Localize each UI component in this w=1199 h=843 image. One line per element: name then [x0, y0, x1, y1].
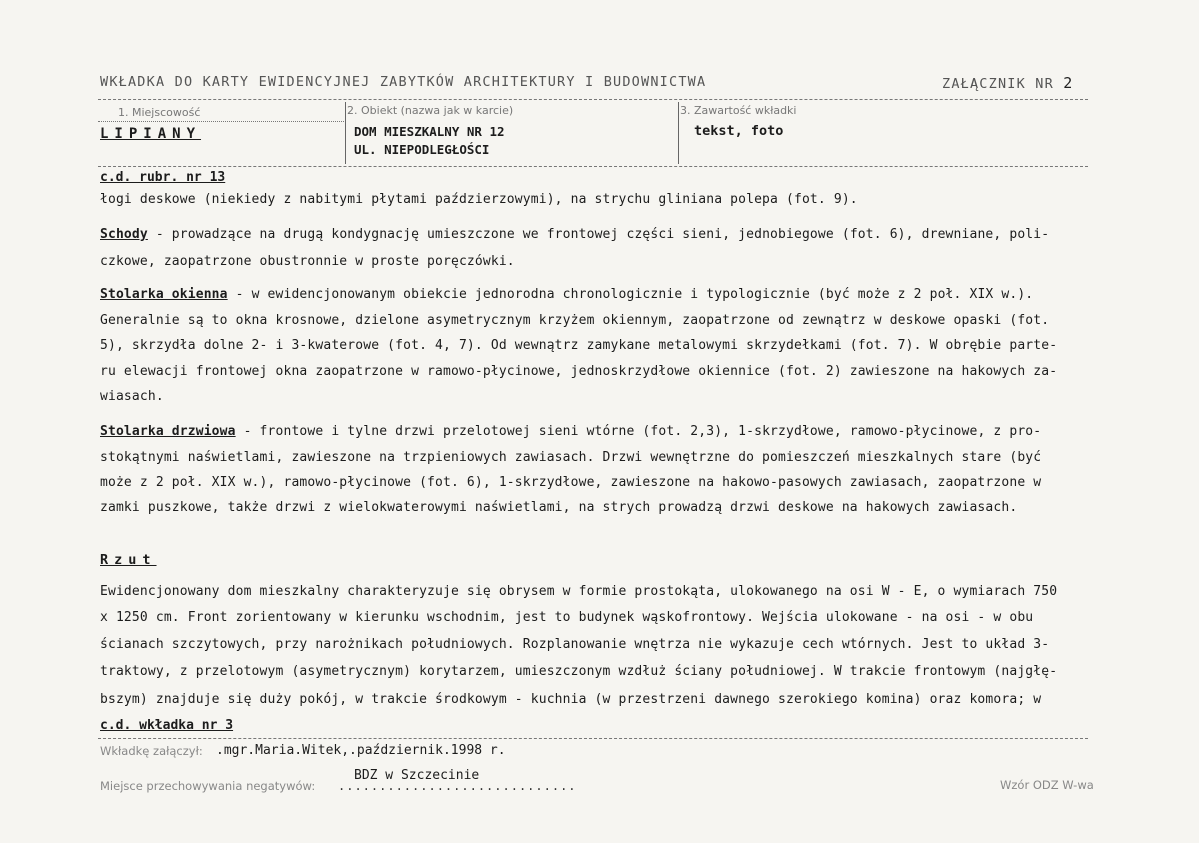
- paragraph-2-line-1-text: - prowadzące na drugą kondygnację umieszczone we frontowej części sieni, jednobiegowe (fot. 6), drewniane, poli-: [147, 227, 1050, 242]
- paragraph-1-line-1: łogi deskowe (niekiedy z nabitymi płytami paździerzowymi), na strychu gliniana polepa (fot. 9).: [100, 192, 858, 207]
- object-value-line1: DOM MIESZKALNY NR 12: [354, 124, 505, 139]
- paragraph-5-line-5: bszym) znajduje się duży pokój, w trakcie środkowym - kuchnia (w przestrzeni dawnego szerokiego komina) oraz komora; w: [100, 692, 1042, 707]
- paragraph-4-line-1-text: - frontowe i tylne drzwi przelotowej sieni wtórne (fot. 2,3), 1-skrzydłowe, ramowo-płycinowe, z pro-: [235, 424, 1042, 439]
- field-divider-1: [345, 102, 346, 164]
- paragraph-3-line-5: wiasach.: [100, 389, 164, 404]
- paragraph-3-line-1: [100, 287, 1033, 302]
- paragraph-5-line-4: traktowy, z przelotowym (asymetrycznym) korytarzem, umieszczonym wzdłuż ściany południowej. W trakcie frontowym (najgłę-: [100, 664, 1058, 679]
- storage-value: BDZ w Szczecinie: [354, 768, 480, 783]
- form-title: WKŁADKA DO KARTY EWIDENCYJNEJ ZABYTKÓW ARCHITEKTURY I BUDOWNICTWA: [100, 74, 707, 90]
- paragraph-2-line-2: czkowe, zaopatrzone obustronnie w proste poręczówki.: [100, 254, 515, 269]
- storage-dotted-line: .............................: [338, 779, 577, 793]
- object-value-line2: UL. NIEPODLEGŁOŚCI: [354, 142, 490, 157]
- storage-label: Miejsce przechowywania negatywów:: [100, 779, 316, 793]
- rzut-heading: Rzut: [100, 552, 157, 568]
- body-bottom-rule: [98, 738, 1088, 739]
- annex-number: 2: [1063, 74, 1074, 92]
- field-divider-2: [678, 102, 679, 164]
- next-insert-reference: c.d. wkładka nr 3: [100, 718, 234, 733]
- content-label: 3. Zawartość wkładki: [680, 104, 797, 117]
- header-rule: [98, 99, 1088, 100]
- paragraph-4-line-1: [100, 424, 1041, 439]
- stairs-term: Schody: [100, 227, 148, 242]
- annex-label: [942, 74, 1074, 92]
- annex-label-text: ZAŁĄCZNIK NR: [942, 76, 1054, 92]
- paragraph-3-line-4: ru elewacji frontowej okna zaopatrzone w ramowo-płycinowe, jednoskrzydłowe okiennice (fot. 2) zawieszone na hakowych za-: [100, 364, 1058, 379]
- continuation-heading: c.d. rubr. nr 13: [100, 170, 226, 185]
- fields-bottom-rule: [98, 166, 1088, 167]
- paragraph-5-line-2: x 1250 cm. Front zorientowany w kierunku wschodnim, jest to budynek wąskofrontowy. Wejścia ulokowane - na osi - w obu: [100, 610, 1034, 625]
- paragraph-4-line-4: zamki puszkowe, także drzwi z wielokwaterowymi naświetlami, na strych prowadzą drzwi deskowe na hakowych zawiasach.: [100, 500, 1018, 515]
- doors-term: Stolarka drzwiowa: [100, 424, 236, 439]
- paragraph-3-line-1-text: - w ewidencjonowanym obiekcie jednorodna chronologicznie i typologicznie (być może z 2 poł. XIX w.).: [227, 287, 1034, 302]
- attached-by-value: .mgr.Maria.Witek,.październik.1998 r.: [216, 743, 506, 758]
- paragraph-5-line-1: Ewidencjonowany dom mieszkalny charakteryzuje się obrysem w formie prostokąta, ulokowanego na osi W - E, o wymiarach 750: [100, 584, 1058, 599]
- location-value: LIPIANY: [100, 126, 202, 142]
- object-label: 2. Obiekt (nazwa jak w karcie): [347, 104, 514, 117]
- paragraph-4-line-2: stokątnymi naświetlami, zawieszone na trzpieniowych zawiasach. Drzwi wewnętrzne do pomieszczeń mieszkalnych stare (być: [100, 450, 1042, 465]
- content-value: tekst, foto: [694, 123, 784, 139]
- paragraph-4-line-3: może z 2 poł. XIX w.), ramowo-płycinowe (fot. 6), 1-skrzydłowe, zawieszone na hakowo-pasowych zawiasach, zaopatrzone w: [100, 475, 1042, 490]
- form-template-id: Wzór ODZ W-wa: [1000, 778, 1094, 792]
- paragraph-3-line-2: Generalnie są to okna krosnowe, dzielone asymetrycznym krzyżem okiennym, zaopatrzone od zewnątrz w deskowe opaski (fot.: [100, 313, 1050, 328]
- paragraph-3-line-3: 5), skrzydła dolne 2- i 3-kwaterowe (fot. 4, 7). Od wewnątrz zamykane metalowymi skrzydełkami (fot. 7). W obrębie parte-: [100, 338, 1058, 353]
- windows-term: Stolarka okienna: [100, 287, 228, 302]
- paragraph-2-line-1: [100, 227, 1049, 242]
- attached-by-label: Wkładkę załączył:: [100, 744, 203, 758]
- location-label: 1. Miejscowość: [118, 106, 201, 119]
- location-underline: [98, 121, 344, 122]
- paragraph-5-line-3: ścianach szczytowych, przy narożnikach południowych. Rozplanowanie wnętrza nie wykazuje cech wtórnych. Jest to układ 3-: [100, 637, 1050, 652]
